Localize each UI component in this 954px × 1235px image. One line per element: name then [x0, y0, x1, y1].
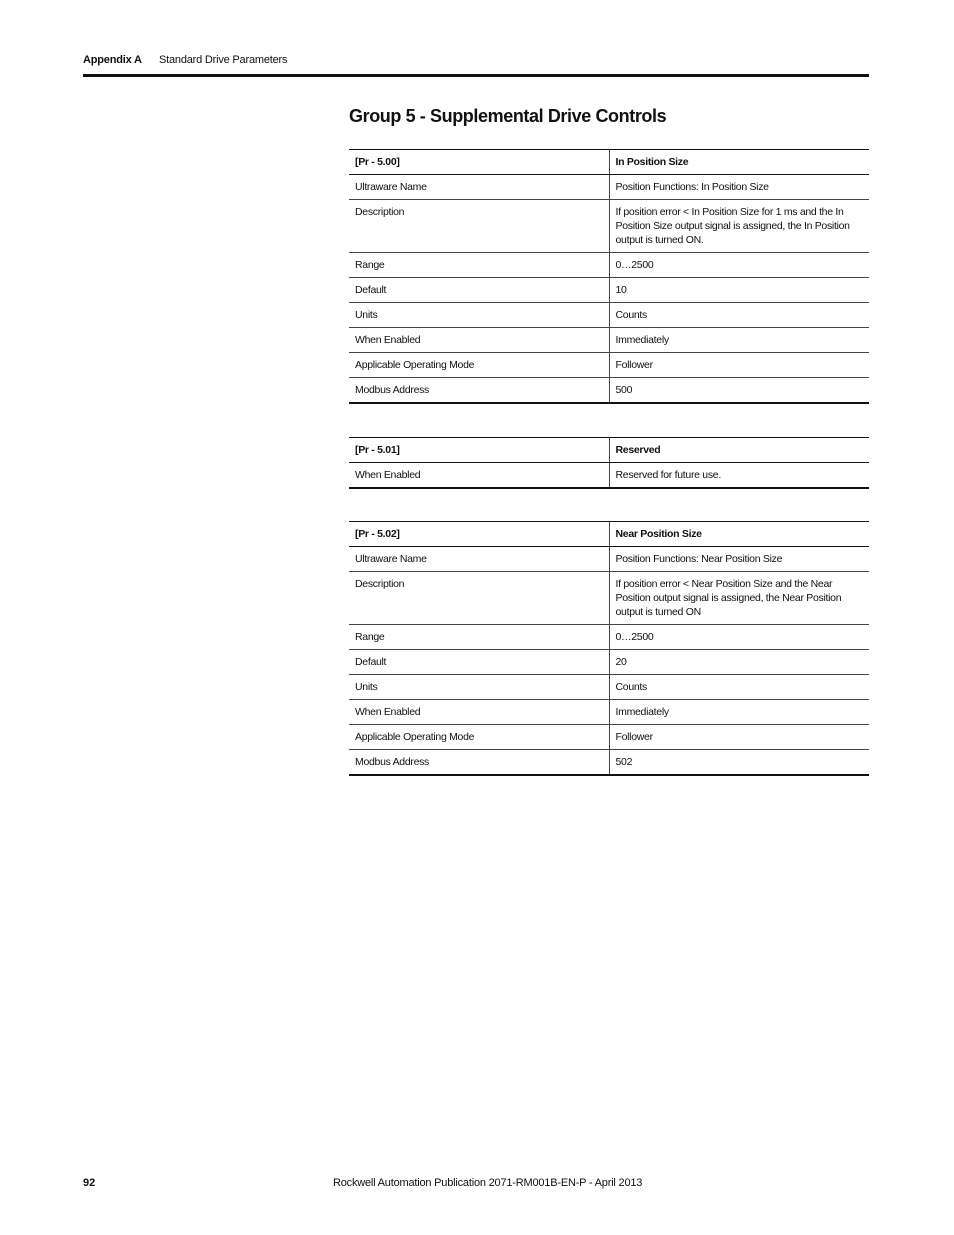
row-label: Ultraware Name: [349, 175, 609, 200]
row-value: Position Functions: In Position Size: [609, 175, 869, 200]
table-row: [349, 303, 869, 328]
row-label: Description: [349, 572, 609, 625]
row-value: Follower: [609, 353, 869, 378]
parameter-table-5-02: [349, 521, 869, 776]
table-header-row: [349, 438, 869, 463]
row-value: Reserved for future use.: [615, 469, 721, 481]
row-label: When Enabled: [349, 700, 609, 725]
parameter-name: Near Position Size: [609, 522, 869, 547]
row-value: 500: [615, 384, 633, 396]
row-value: 10: [609, 278, 869, 303]
header-rule: [83, 74, 869, 77]
row-value: Immediately: [609, 328, 869, 353]
table-row: [349, 547, 869, 572]
parameter-id: [Pr - 5.00]: [349, 150, 609, 175]
row-value: If position error < In Position Size for 1 ms and the In Position Size output signal is assigned, the In Position output is turned ON.: [609, 200, 869, 253]
table-header-row: [349, 522, 869, 547]
appendix-label: Appendix A: [83, 54, 142, 66]
row-label: Applicable Operating Mode: [349, 725, 609, 750]
row-label: Modbus Address: [349, 750, 609, 776]
row-label: Units: [349, 675, 609, 700]
table-header-row: [349, 150, 869, 175]
parameter-name: In Position Size: [609, 150, 869, 175]
row-label: When Enabled: [349, 328, 609, 353]
table-row: [349, 572, 869, 625]
row-value: 502: [615, 756, 633, 768]
table-row: [349, 700, 869, 725]
table-row: [349, 725, 869, 750]
row-value: 0…2500: [609, 625, 869, 650]
row-label: Units: [349, 303, 609, 328]
parameter-name: Reserved: [609, 438, 869, 463]
parameter-id: [Pr - 5.02]: [349, 522, 609, 547]
row-value: Follower: [609, 725, 869, 750]
row-value: Counts: [609, 303, 869, 328]
parameter-id: [Pr - 5.01]: [349, 438, 609, 463]
table-row: [349, 200, 869, 253]
table-row: [349, 750, 869, 776]
publication-info: Rockwell Automation Publication 2071-RM001B-EN-P - April 2013: [333, 1177, 643, 1189]
table-row: [349, 463, 869, 489]
row-label: Default: [349, 650, 609, 675]
table-row: [349, 253, 869, 278]
running-header: [83, 53, 869, 75]
row-value: 20: [609, 650, 869, 675]
row-label: Range: [349, 253, 609, 278]
table-row: [349, 675, 869, 700]
row-value: Position Functions: Near Position Size: [609, 547, 869, 572]
row-label: Description: [349, 200, 609, 253]
table-row: [349, 650, 869, 675]
section-title: Standard Drive Parameters: [159, 54, 288, 66]
row-value: If position error < Near Position Size and the Near Position output signal is assigned, the Near Position output is turned ON: [609, 572, 869, 625]
row-label: Applicable Operating Mode: [349, 353, 609, 378]
row-label: When Enabled: [349, 463, 609, 489]
table-row: [349, 328, 869, 353]
group-title: Group 5 - Supplemental Drive Controls: [349, 106, 667, 126]
table-row: [349, 353, 869, 378]
parameter-table-5-01: [349, 437, 869, 489]
page-number: 92: [83, 1177, 96, 1189]
table-row: [349, 625, 869, 650]
row-value: Immediately: [609, 700, 869, 725]
row-label: Ultraware Name: [349, 547, 609, 572]
table-row: [349, 278, 869, 303]
table-row: [349, 175, 869, 200]
row-value: Counts: [609, 675, 869, 700]
table-row: [349, 378, 869, 404]
row-label: Default: [349, 278, 609, 303]
row-value: 0…2500: [609, 253, 869, 278]
row-label: Range: [349, 625, 609, 650]
row-label: Modbus Address: [349, 378, 609, 404]
parameter-table-5-00: [349, 149, 869, 404]
